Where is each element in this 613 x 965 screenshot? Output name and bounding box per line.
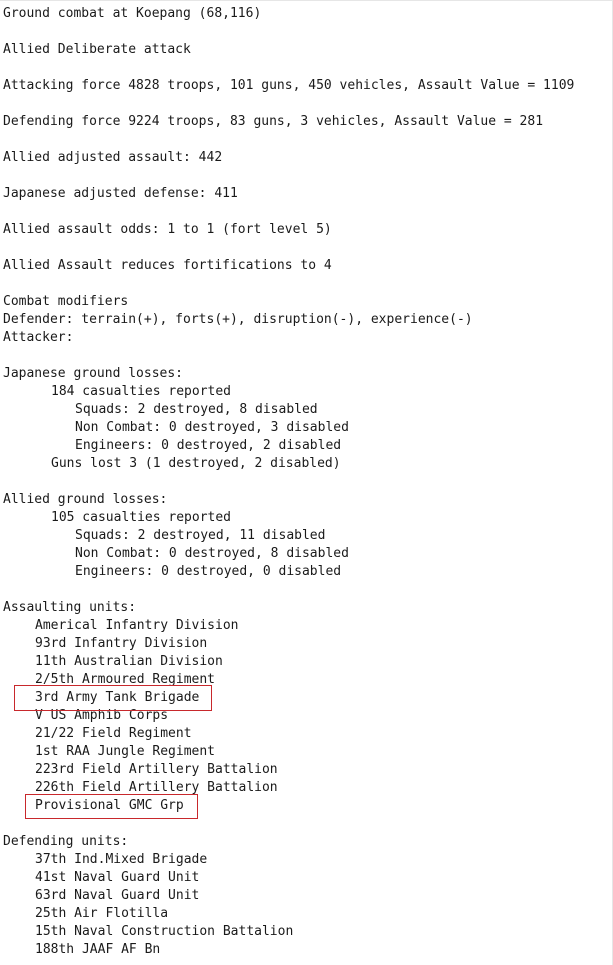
assaulting-unit: Americal Infantry Division	[35, 618, 239, 633]
japanese-losses-heading: Japanese ground losses:	[3, 366, 184, 381]
defending-unit: 25th Air Flotilla	[35, 906, 169, 921]
assaulting-unit: V US Amphib Corps	[35, 708, 169, 723]
attacking-force: Attacking force 4828 troops, 101 guns, 450 vehicles, Assault Value = 1109	[3, 78, 575, 93]
adjusted-assault: Allied adjusted assault: 442	[3, 150, 223, 165]
defending-unit: 63rd Naval Guard Unit	[35, 888, 200, 903]
assaulting-unit: 226th Field Artillery Battalion	[35, 780, 278, 795]
defending-unit: 188th JAAF AF Bn	[35, 942, 161, 957]
allied-squads: Squads: 2 destroyed, 11 disabled	[75, 528, 326, 543]
fort-reduction: Allied Assault reduces fortifications to 4	[3, 258, 332, 273]
assaulting-unit: 2/5th Armoured Regiment	[35, 672, 216, 687]
attack-type: Allied Deliberate attack	[3, 42, 191, 57]
assaulting-unit-highlighted: 3rd Army Tank Brigade	[35, 690, 200, 705]
allied-non-combat: Non Combat: 0 destroyed, 8 disabled	[75, 546, 349, 561]
japanese-squads: Squads: 2 destroyed, 8 disabled	[75, 402, 318, 417]
modifiers-heading: Combat modifiers	[3, 294, 129, 309]
defender-modifiers: Defender: terrain(+), forts(+), disruption(-), experience(-)	[3, 312, 473, 327]
defending-unit: 37th Ind.Mixed Brigade	[35, 852, 208, 867]
japanese-engineers: Engineers: 0 destroyed, 2 disabled	[75, 438, 342, 453]
assault-odds: Allied assault odds: 1 to 1 (fort level 5)	[3, 222, 332, 237]
assaulting-unit: 11th Australian Division	[35, 654, 223, 669]
japanese-guns-lost: Guns lost 3 (1 destroyed, 2 disabled)	[51, 456, 341, 471]
japanese-non-combat: Non Combat: 0 destroyed, 3 disabled	[75, 420, 349, 435]
allied-losses-heading: Allied ground losses:	[3, 492, 168, 507]
assaulting-unit: 21/22 Field Regiment	[35, 726, 192, 741]
defending-unit: 41st Naval Guard Unit	[35, 870, 200, 885]
attacker-modifiers: Attacker:	[3, 330, 74, 345]
assaulting-unit: 1st RAA Jungle Regiment	[35, 744, 216, 759]
allied-casualties: 105 casualties reported	[51, 510, 232, 525]
assaulting-unit: 223rd Field Artillery Battalion	[35, 762, 278, 777]
report-title: Ground combat at Koepang (68,116)	[3, 6, 262, 21]
defending-units-heading: Defending units:	[3, 834, 129, 849]
assaulting-unit-highlighted: Provisional GMC Grp	[35, 798, 184, 813]
allied-engineers: Engineers: 0 destroyed, 0 disabled	[75, 564, 342, 579]
defending-force: Defending force 9224 troops, 83 guns, 3 vehicles, Assault Value = 281	[3, 114, 544, 129]
japanese-casualties: 184 casualties reported	[51, 384, 232, 399]
highlight-box-gmc-grp	[25, 794, 198, 819]
highlight-box-tank-brigade	[14, 685, 212, 711]
adjusted-defense: Japanese adjusted defense: 411	[3, 186, 238, 201]
defending-unit: 15th Naval Construction Battalion	[35, 924, 294, 939]
assaulting-unit: 93rd Infantry Division	[35, 636, 208, 651]
assaulting-units-heading: Assaulting units:	[3, 600, 137, 615]
